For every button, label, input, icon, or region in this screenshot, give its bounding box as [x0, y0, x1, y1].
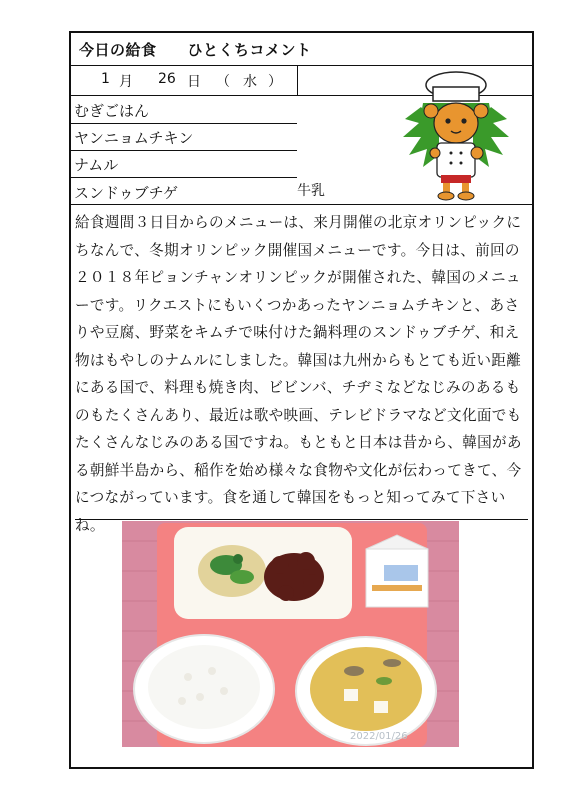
date-month-unit: 月: [119, 74, 133, 90]
date-day: 26: [158, 71, 176, 87]
menu-drink: 牛乳: [297, 183, 325, 199]
menu-item: スンドゥブチゲ 牛乳: [71, 177, 532, 204]
menu-item: むぎごはん: [71, 96, 297, 124]
page-title: 今日の給食 ひとくちコメント: [79, 41, 312, 59]
date-month: 1: [101, 71, 110, 87]
title-row: [71, 33, 532, 66]
menu-item: ナムル: [71, 150, 297, 178]
date-weekday: 水: [243, 74, 257, 90]
photo-timestamp: 2022/01/26: [350, 731, 408, 742]
lunch-comment-sheet: [69, 31, 534, 769]
comment-text: 給食週間３日目からのメニューは、来月開催の北京オリンピックにちなんで、冬期オリンピック開催国メニューです。今日は、前回の２０１８年ピョンチャンオリンピックが開催された、韓国のメニューです。リクエストにもいくつかあったヤンニョムチキンと、あさりや豆腐、野菜をキムチで味付けた鍋料理のスンドゥブチゲ、和え物はもやしのナムルにしました。韓国は九州からもとても近い距離にある国で、料理も焼き肉、ビビンバ、チヂミなどなじみのあるものもたくさんあり、最近は歌や映画、テレビドラマなど文化面でもたくさんなじみのある国ですね。もともと日本は昔から、韓国がある朝鮮半島から、稲作を始め様々な食物や文化が伝わってきて、今につながっています。食を通して韓国をもっと知ってみて下さいね。: [75, 214, 522, 534]
comment-section: [75, 205, 528, 534]
weekday-close: ）: [268, 74, 282, 90]
menu-item: ヤンニョムチキン: [71, 123, 297, 151]
chef-mascot-icon: [401, 67, 511, 202]
lunch-tray-photo-icon: [122, 521, 459, 747]
weekday-open: （: [216, 74, 230, 90]
date-cell: [71, 65, 298, 95]
date-day-unit: 日: [187, 74, 201, 90]
